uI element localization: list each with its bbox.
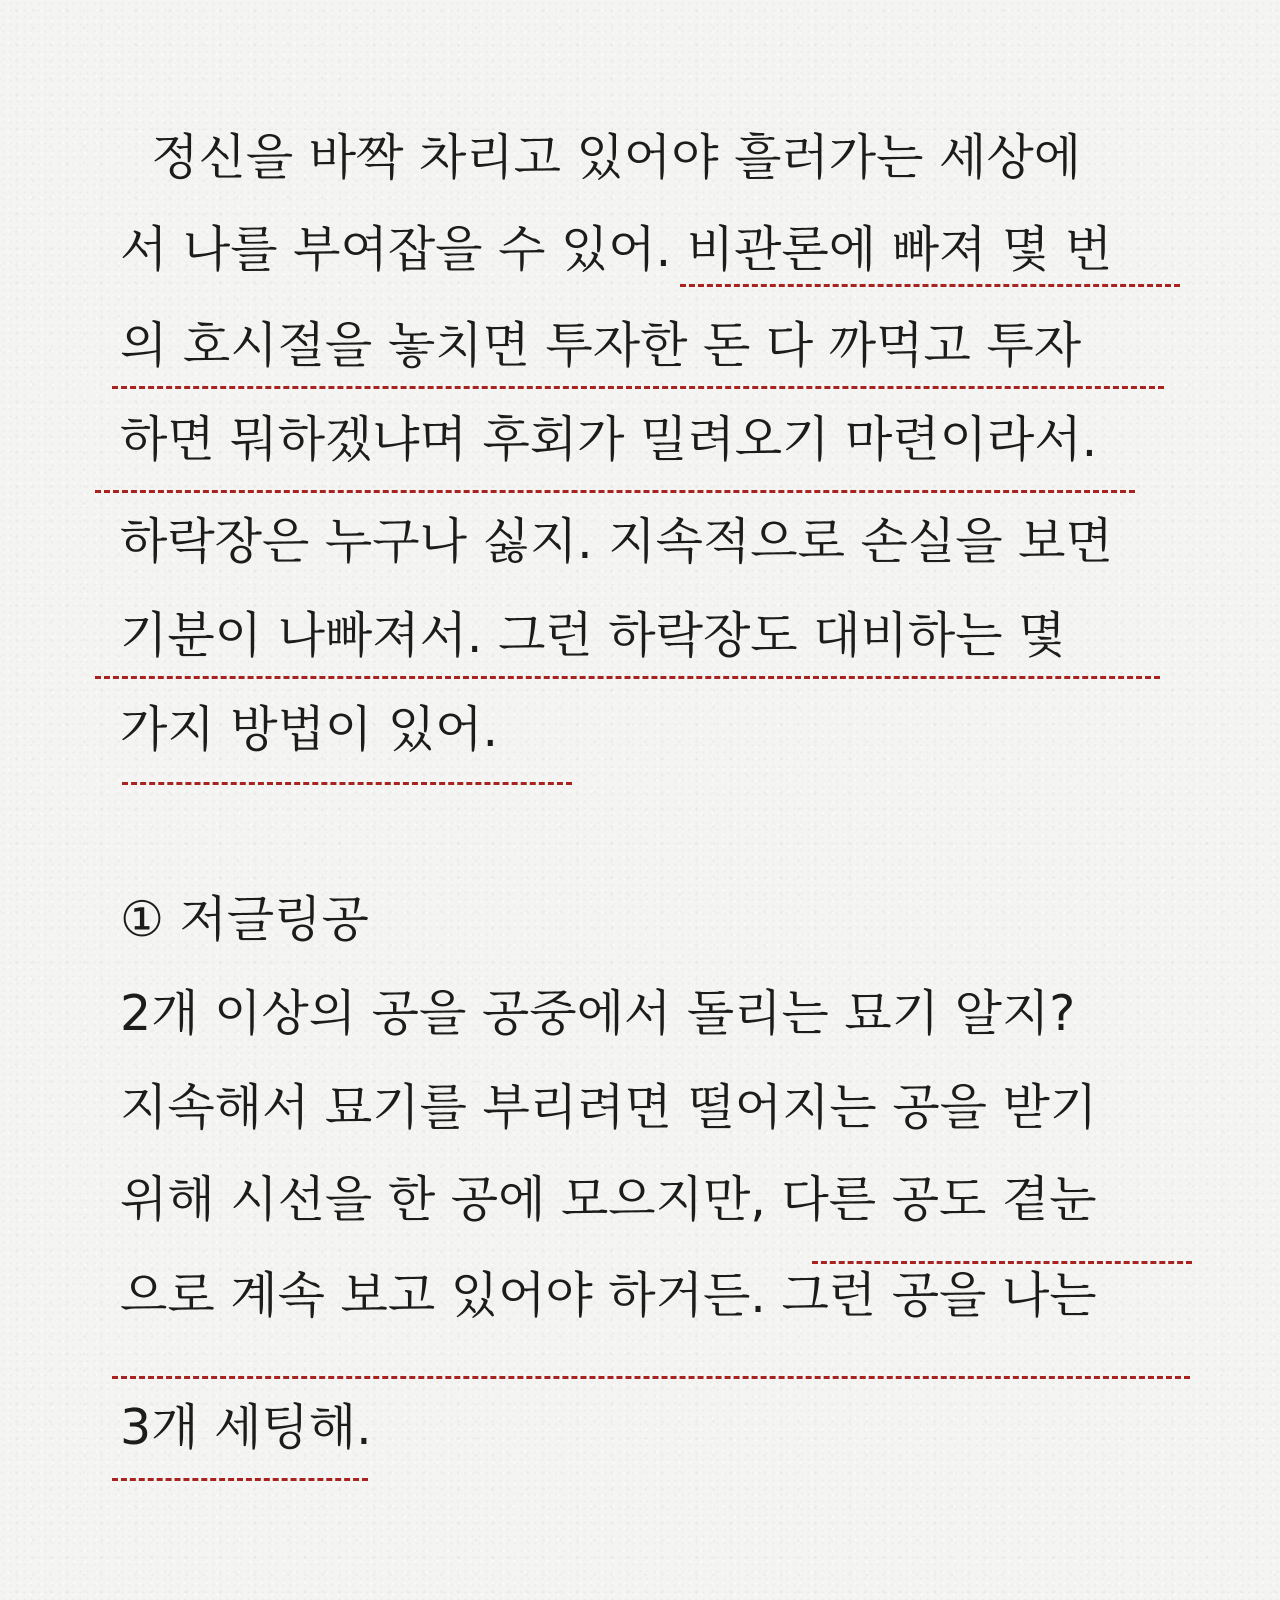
paragraph-line: 으로 계속 보고 있어야 하거든. 그런 공을 나는: [120, 1267, 1097, 1324]
highlight-underline: [112, 386, 1164, 389]
paragraph-line: 기분이 나빠져서. 그런 하락장도 대비하는 몇: [120, 607, 1066, 664]
paragraph-line: 가지 방법이 있어.: [120, 701, 499, 758]
highlight-underline: [680, 284, 1180, 287]
paragraph-line: 위해 시선을 한 공에 모으지만, 다른 공도 곁눈: [120, 1171, 1097, 1228]
highlight-underline: [112, 1478, 368, 1481]
paragraph-line: 의 호시절을 놓치면 투자한 돈 다 까먹고 투자: [120, 317, 1082, 374]
paragraph-line: 하면 뭐하겠냐며 후회가 밀려오기 마련이라서.: [120, 411, 1098, 468]
highlight-underline: [112, 1376, 1190, 1379]
highlight-underline: [95, 490, 1135, 493]
paragraph-line: 하락장은 누구나 싫지. 지속적으로 손실을 보면: [120, 513, 1113, 570]
paragraph-line: 3개 세팅해.: [120, 1399, 372, 1456]
paragraph-line: 2개 이상의 공을 공중에서 돌리는 묘기 알지?: [120, 985, 1076, 1042]
paragraph-line: 지속해서 묘기를 부리려면 떨어지는 공을 받기: [120, 1079, 1098, 1136]
highlight-underline: [95, 676, 1160, 679]
highlight-underline: [122, 782, 572, 785]
section-heading: ① 저글링공: [120, 891, 369, 948]
paragraph-line: 정신을 바짝 차리고 있어야 흘러가는 세상에: [120, 129, 1082, 186]
paragraph-line: 서 나를 부여잡을 수 있어. 비관론에 빠져 몇 번: [120, 221, 1113, 278]
highlight-underline: [812, 1261, 1192, 1264]
